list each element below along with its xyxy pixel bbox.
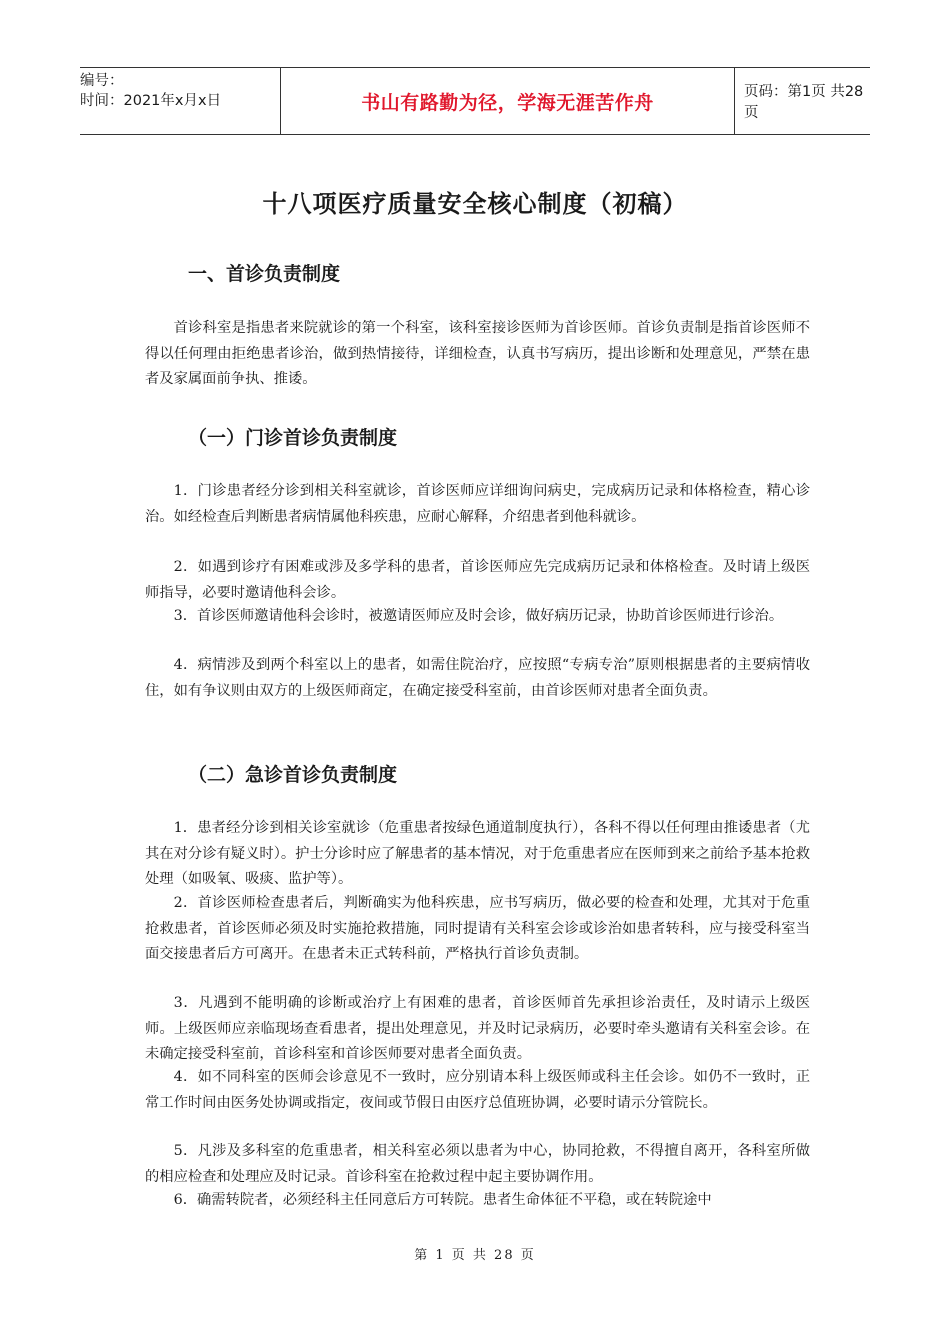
list-item: 4．如不同科室的医师会诊意见不一致时，应分别请本科上级医师或科主任会诊。如仍不一致时，正常工作时间由医务处协调或指定，夜间或节假日由医疗总值班协调，必要时请示分管院长。	[145, 1069, 810, 1111]
list-item: 1．患者经分诊到相关诊室就诊（危重患者按绿色通道制度执行），各科不得以任何理由推诿患者（尤其在对分诊有疑义时）。护士分诊时应了解患者的基本情况，对于危重患者应在医师到来之前给予基本抢救处理（如吸氧、吸痰、监护等）。	[145, 820, 810, 887]
list-item: 2．如遇到诊疗有困难或涉及多学科的患者，首诊医师应先完成病历记录和体格检查。及时请上级医师指导，必要时邀请他科会诊。	[145, 559, 810, 601]
list-item: 3．凡遇到不能明确的诊断或治疗上有困难的患者，首诊医师首先承担诊治责任，及时请示上级医师。上级医师应亲临现场查看患者，提出处理意见，并及时记录病历，必要时牵头邀请有关科室会诊。在未确定接受科室前，首诊科室和首诊医师要对患者全面负责。	[145, 995, 810, 1062]
section-heading-1: 一、首诊负责制度	[188, 263, 341, 285]
list-item: 3．首诊医师邀请他科会诊时，被邀请医师应及时会诊，做好病历记录，协助首诊医师进行诊治。	[173, 608, 784, 624]
header-motto: 书山有路勤为径，学海无涯苦作舟	[361, 91, 654, 114]
list-item: 1．门诊患者经分诊到相关科室就诊，首诊医师应详细询问病史，完成病历记录和体格检查，精心诊治。如经检查后判断患者病情属他科疾患，应耐心解释，介绍患者到他科就诊。	[145, 483, 810, 525]
header-motto-cell	[280, 68, 735, 134]
page-header	[80, 67, 870, 135]
page-footer: 第 1 页 共 28 页	[414, 1248, 536, 1263]
header-page-info: 页码：第1页 共28页	[744, 84, 864, 121]
subsection-heading-emergency: （二）急诊首诊负责制度	[188, 764, 398, 786]
subsection-heading-outpatient: （一）门诊首诊负责制度	[188, 427, 398, 449]
header-meta	[80, 68, 280, 134]
list-item: 5．凡涉及多科室的危重患者，相关科室必须以患者为中心，协同抢救，不得擅自离开，各科室所做的相应检查和处理应及时记录。首诊科室在抢救过程中起主要协调作用。	[145, 1143, 810, 1185]
list-item: 2．首诊医师检查患者后，判断确实为他科疾患，应书写病历，做必要的检查和处理，尤其对于危重抢救患者，首诊医师必须及时实施抢救措施，同时提请有关科室会诊或诊治如患者转科，应与接受科室当面交接患者后方可离开。在患者未正式转科前，严格执行首诊负责制。	[145, 895, 810, 962]
document-number-label: 编号：	[80, 73, 124, 89]
intro-paragraph: 首诊科室是指患者来院就诊的第一个科室，该科室接诊医师为首诊医师。首诊负责制是指首诊医师不得以任何理由拒绝患者诊治，做到热情接待，详细检查，认真书写病历，提出诊断和处理意见，严禁在患者及家属面前争执、推诿。	[145, 320, 810, 387]
document-title: 十八项医疗质量安全核心制度（初稿）	[262, 190, 688, 218]
document-date: 时间：2021年x月x日	[80, 93, 222, 109]
list-item: 6．确需转院者，必须经科主任同意后方可转院。患者生命体征不平稳，或在转院途中	[173, 1192, 712, 1208]
list-item: 4．病情涉及到两个科室以上的患者，如需住院治疗，应按照“专病专治”原则根据患者的主要病情收住，如有争议则由双方的上级医师商定，在确定接受科室前，由首诊医师对患者全面负责。	[145, 657, 810, 699]
